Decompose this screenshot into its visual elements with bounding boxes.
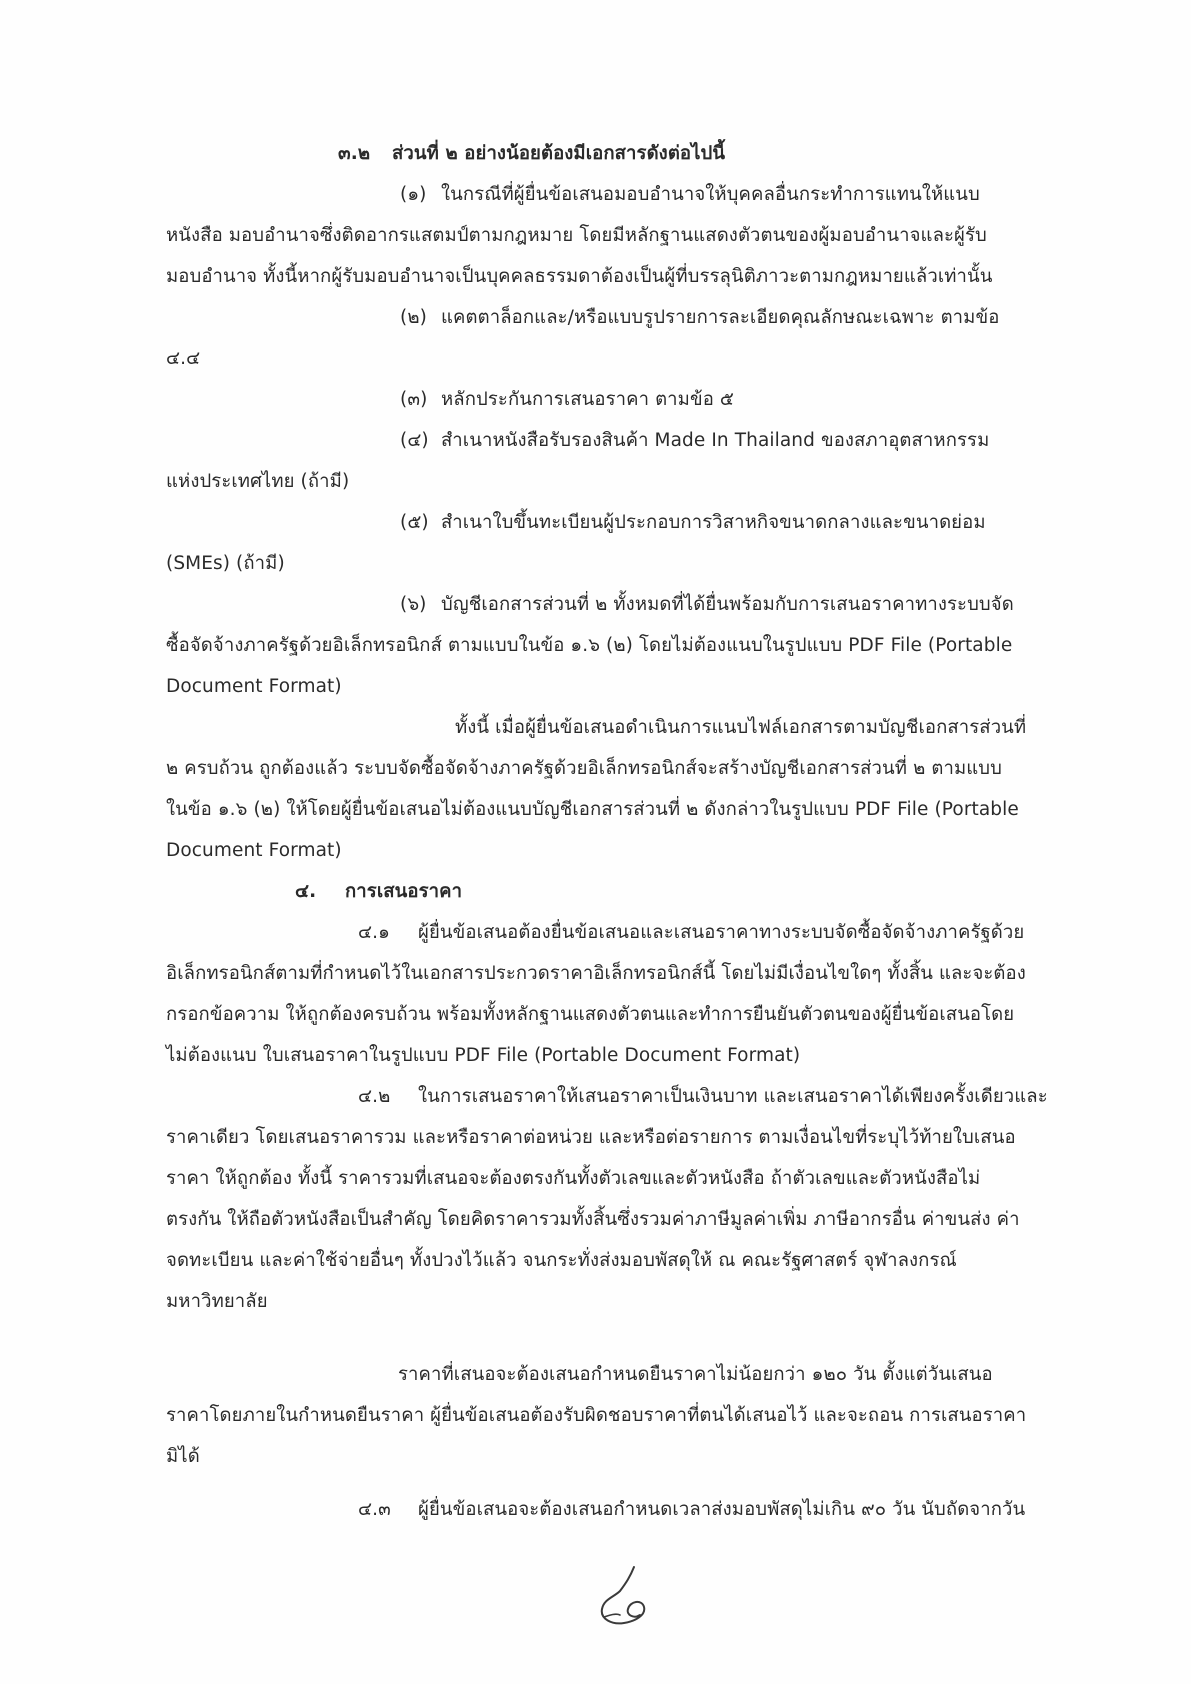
paragraph-line: ไม่ต้องแนบ ใบเสนอราคาในรูปแบบ PDF File (Portable Document Format) bbox=[166, 1045, 801, 1066]
paragraph-line: มิได้ bbox=[166, 1446, 200, 1467]
paragraph-line: บัญชีเอกสารส่วนที่ ๒ ทั้งหมดที่ได้ยื่นพร้อมกับการเสนอราคาทางระบบจัด bbox=[441, 594, 1014, 615]
paragraph-line: ในข้อ ๑.๖ (๒) ให้โดยผู้ยื่นข้อเสนอไม่ต้องแนบบัญชีเอกสารส่วนที่ ๒ ดังกล่าวในรูปแบบ PDF File (Portable bbox=[166, 799, 1019, 820]
item-number: (๕) bbox=[400, 512, 429, 533]
paragraph-line: สำเนาหนังสือรับรองสินค้า Made In Thailand ของสภาอุตสาหกรรม bbox=[441, 430, 990, 451]
section-number: ๔. bbox=[295, 881, 317, 902]
paragraph-line: มอบอำนาจ ทั้งนี้หากผู้รับมอบอำนาจเป็นบุคคลธรรมดาต้องเป็นผู้ที่บรรลุนิติภาวะตามกฎหมายแล้วเท่านั้น bbox=[166, 266, 993, 287]
paragraph-line: หนังสือ มอบอำนาจซึ่งติดอากรแสตมป์ตามกฎหมาย โดยมีหลักฐานแสดงตัวตนของผู้มอบอำนาจและผู้รับ bbox=[166, 225, 987, 246]
paragraph-line: แห่งประเทศไทย (ถ้ามี) bbox=[166, 471, 350, 492]
paragraph-line: (SMEs) (ถ้ามี) bbox=[166, 553, 285, 574]
paragraph-line: ทั้งนี้ เมื่อผู้ยื่นข้อเสนอดำเนินการแนบไฟล์เอกสารตามบัญชีเอกสารส่วนที่ bbox=[455, 717, 1027, 738]
paragraph-line: Document Format) bbox=[166, 840, 342, 861]
paragraph-line: ราคาเดียว โดยเสนอราคารวม และหรือราคาต่อหน่วย และหรือต่อรายการ ตามเงื่อนไขที่ระบุไว้ท้ายใบเสนอ bbox=[166, 1127, 1016, 1148]
paragraph-line: ผู้ยื่นข้อเสนอจะต้องเสนอกำหนดเวลาส่งมอบพัสดุไม่เกิน ๙๐ วัน นับถัดจากวัน bbox=[418, 1499, 1026, 1520]
item-number: (๒) bbox=[400, 307, 427, 328]
section-heading: ส่วนที่ ๒ อย่างน้อยต้องมีเอกสารดังต่อไปนี้ bbox=[392, 143, 726, 164]
page-number: ๕ bbox=[590, 1563, 591, 1564]
paragraph-line: ตรงกัน ให้ถือตัวหนังสือเป็นสำคัญ โดยคิดราคารวมทั้งสิ้นซึ่งรวมค่าภาษีมูลค่าเพิ่ม ภาษีอากรอื่น ค่าขนส่ง ค่า bbox=[166, 1209, 1020, 1230]
item-number: (๑) bbox=[400, 184, 427, 205]
paragraph-line: มหาวิทยาลัย bbox=[166, 1291, 268, 1312]
paragraph-line: กรอกข้อความ ให้ถูกต้องครบถ้วน พร้อมทั้งหลักฐานแสดงตัวตนและทำการยืนยันตัวตนของผู้ยื่นข้อเสนอโดย bbox=[166, 1004, 1015, 1025]
section-heading: การเสนอราคา bbox=[345, 881, 463, 902]
paragraph-line: ราคา ให้ถูกต้อง ทั้งนี้ ราคารวมที่เสนอจะต้องตรงกันทั้งตัวเลขและตัวหนังสือ ถ้าตัวเลขและตัวหนังสือไม่ bbox=[166, 1168, 981, 1189]
paragraph-line: หลักประกันการเสนอราคา ตามข้อ ๕ bbox=[441, 389, 734, 410]
paragraph-line: ราคาที่เสนอจะต้องเสนอกำหนดยืนราคาไม่น้อยกว่า ๑๒๐ วัน ตั้งแต่วันเสนอ bbox=[398, 1364, 993, 1385]
paragraph-line: แคตตาล็อกและ/หรือแบบรูปรายการละเอียดคุณลักษณะเฉพาะ ตามข้อ bbox=[441, 307, 1000, 328]
section-number: ๓.๒ bbox=[338, 143, 371, 164]
paragraph-line: สำเนาใบขึ้นทะเบียนผู้ประกอบการวิสาหกิจขนาดกลางและขนาดย่อม bbox=[441, 512, 986, 533]
item-number: (๔) bbox=[400, 430, 429, 451]
item-number: (๖) bbox=[400, 594, 427, 615]
handwritten-page-number-icon bbox=[590, 1563, 660, 1633]
paragraph-line: ในการเสนอราคาให้เสนอราคาเป็นเงินบาท และเสนอราคาได้เพียงครั้งเดียวและ bbox=[418, 1086, 1048, 1107]
paragraph-line: อิเล็กทรอนิกส์ตามที่กำหนดไว้ในเอกสารประกวดราคาอิเล็กทรอนิกส์นี้ โดยไม่มีเงื่อนไขใดๆ ทั้งสิ้น และจะต้อง bbox=[166, 963, 1026, 984]
item-number: ๔.๒ bbox=[358, 1086, 391, 1107]
item-number: ๔.๓ bbox=[358, 1499, 391, 1520]
item-number: (๓) bbox=[400, 389, 428, 410]
item-number: ๔.๑ bbox=[358, 922, 390, 943]
paragraph-line: ซื้อจัดจ้างภาครัฐด้วยอิเล็กทรอนิกส์ ตามแบบในข้อ ๑.๖ (๒) โดยไม่ต้องแนบในรูปแบบ PDF File (Portable bbox=[166, 635, 1013, 656]
paragraph-line: จดทะเบียน และค่าใช้จ่ายอื่นๆ ทั้งปวงไว้แล้ว จนกระทั่งส่งมอบพัสดุให้ ณ คณะรัฐศาสตร์ จุฬาลงกรณ์ bbox=[166, 1250, 957, 1271]
paragraph-line: ราคาโดยภายในกำหนดยืนราคา ผู้ยื่นข้อเสนอต้องรับผิดชอบราคาที่ตนได้เสนอไว้ และจะถอน การเสนอราคา bbox=[166, 1405, 1027, 1426]
paragraph-line: ๒ ครบถ้วน ถูกต้องแล้ว ระบบจัดซื้อจัดจ้างภาครัฐด้วยอิเล็กทรอนิกส์จะสร้างบัญชีเอกสารส่วนที่ ๒ ตามแบบ bbox=[166, 758, 1002, 779]
paragraph-line: ผู้ยื่นข้อเสนอต้องยื่นข้อเสนอและเสนอราคาทางระบบจัดซื้อจัดจ้างภาครัฐด้วย bbox=[418, 922, 1025, 943]
paragraph-line: Document Format) bbox=[166, 676, 342, 697]
paragraph-line: ๔.๔ bbox=[166, 348, 201, 369]
paragraph-line: ในกรณีที่ผู้ยื่นข้อเสนอมอบอำนาจให้บุคคลอื่นกระทำการแทนให้แนบ bbox=[441, 184, 980, 205]
